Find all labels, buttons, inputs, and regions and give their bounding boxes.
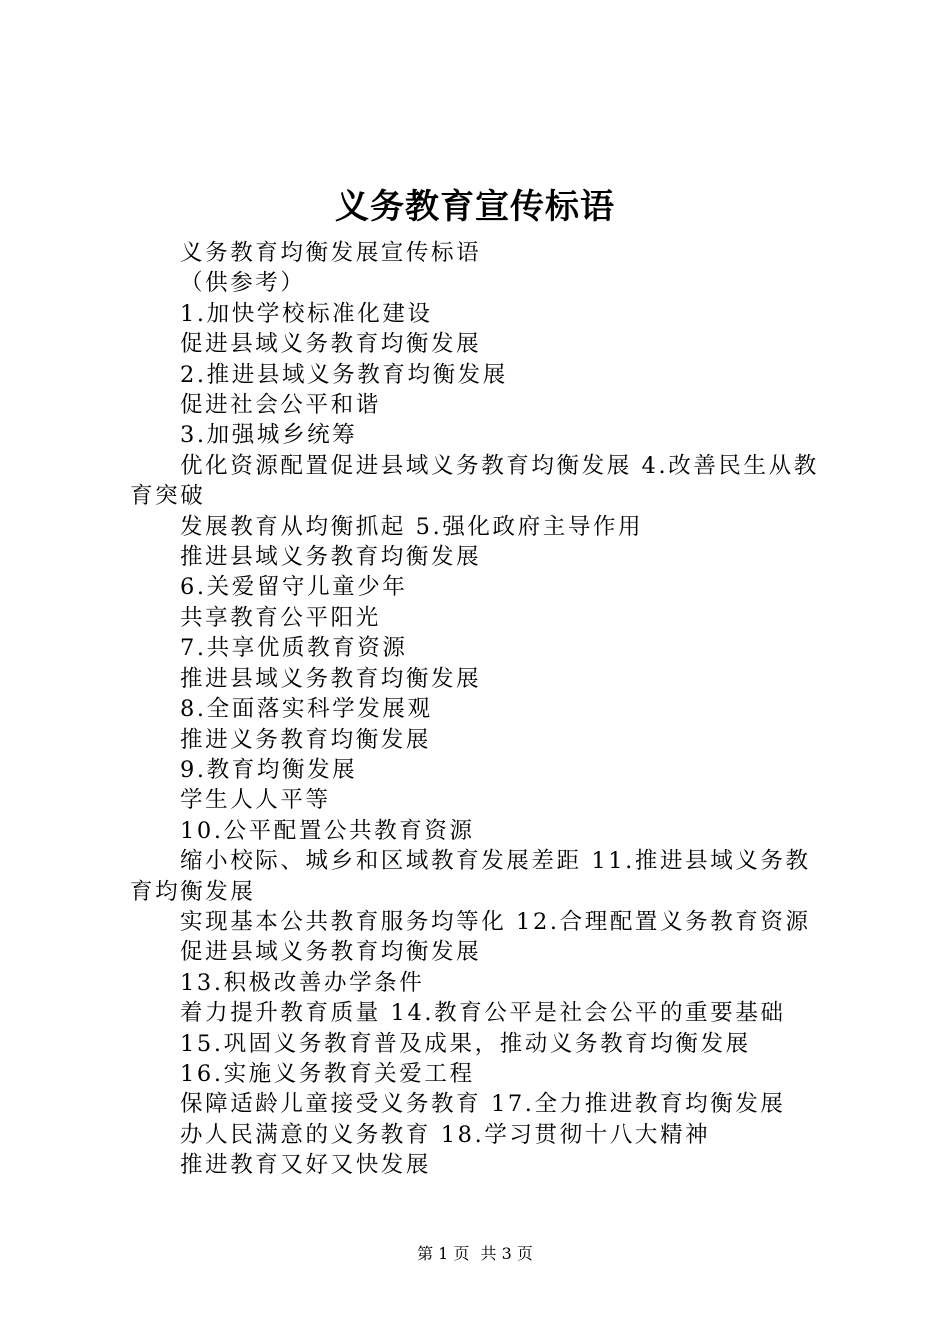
body-line: 保障适龄儿童接受义务教育 17.全力推进教育均衡发展 [180,1091,786,1118]
body-line: 15.巩固义务教育普及成果，推动义务教育均衡发展 [180,1030,751,1057]
body-line: 3.加强城乡统筹 [180,422,358,449]
body-line: 学生人人平等 [180,787,331,814]
body-line: 6.关爱留守儿童少年 [180,574,408,601]
body-line: 共享教育公平阳光 [180,604,381,631]
page-total: 共 3 页 [480,1244,533,1263]
body-line: 促进社会公平和谐 [180,392,381,419]
body-line: 着力提升教育质量 14.教育公平是社会公平的重要基础 [180,1000,786,1027]
body-line: （供参考） [180,270,306,297]
body-line: 16.实施义务教育关爱工程 [180,1060,475,1087]
document-title: 义务教育宣传标语 [335,187,615,227]
body-line: 缩小校际、城乡和区域教育发展差距 11.推进县域义务教育均衡发展 [130,848,811,905]
body-line: 9.教育均衡发展 [180,756,358,783]
body-line: 优化资源配置促进县域义务教育均衡发展 4.改善民生从教育突破 [130,452,819,510]
page-number: 第 1 页 [417,1244,470,1263]
body-line: 实现基本公共教育服务均等化 12.合理配置义务教育资源 [180,908,811,935]
body-line: 促进县域义务教育均衡发展 [180,939,482,966]
body-line: 推进义务教育均衡发展 [180,726,432,753]
body-line: 2.推进县域义务教育均衡发展 [180,361,508,388]
body-line: 推进县域义务教育均衡发展 [180,544,482,571]
body-line: 办人民满意的义务教育 18.学习贯彻十八大精神 [180,1121,711,1148]
body-line: 发展教育从均衡抓起 5.强化政府主导作用 [180,513,644,540]
body-line: 1.加快学校标准化建设 [180,300,433,327]
body-line: 推进县域义务教育均衡发展 [180,665,482,692]
body-line: 推进教育又好又快发展 [180,1152,432,1179]
body-line: 8.全面落实科学发展观 [180,696,433,723]
document-body [130,238,835,1181]
body-line: 义务教育均衡发展宣传标语 [180,240,482,266]
page-footer [0,1243,950,1265]
body-line: 促进县域义务教育均衡发展 [180,331,482,358]
body-line: 13.积极改善办学条件 [180,969,425,996]
body-line: 7.共享优质教育资源 [180,635,408,662]
body-line: 10.公平配置公共教育资源 [180,817,475,844]
